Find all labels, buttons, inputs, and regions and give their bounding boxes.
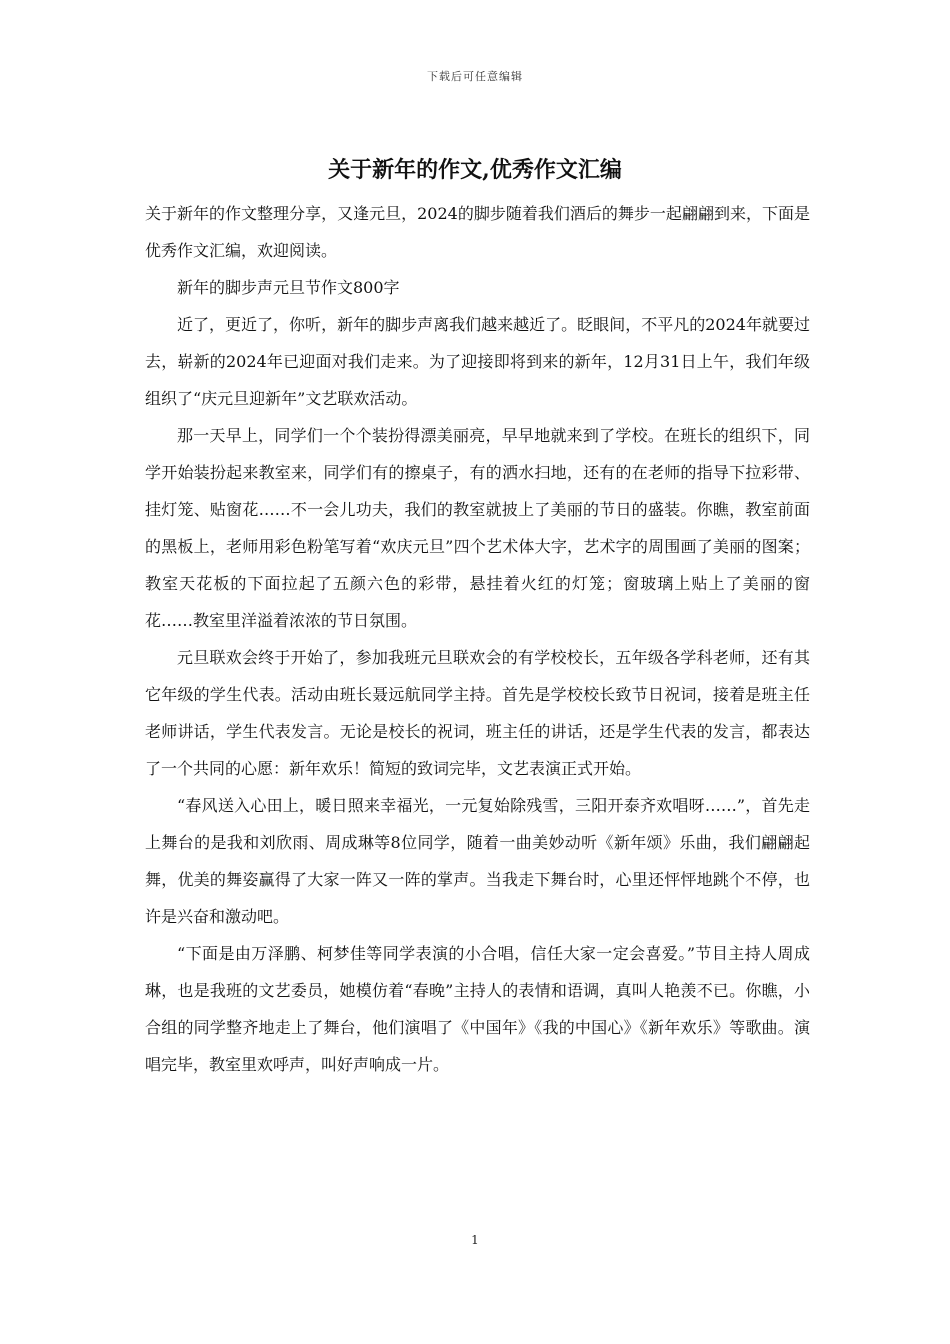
intro-paragraph: 关于新年的作文整理分享，又逢元旦，2024的脚步随着我们酒后的舞步一起翩翩到来，下面是优秀作文汇编，欢迎阅读。 xyxy=(145,204,810,260)
document-title: 关于新年的作文,优秀作文汇编 xyxy=(328,157,622,183)
body-paragraph-3: 元旦联欢会终于开始了，参加我班元旦联欢会的有学校校长，五年级各学科老师，还有其它年级的学生代表。活动由班长聂远航同学主持。首先是学校校长致节日祝词，接着是班主任老师讲话，学生代表发言。无论是校长的祝词，班主任的讲话，还是学生代表的发言，都表达了一个共同的心愿：新年欢乐！简短的致词完毕，文艺表演正式开始。 xyxy=(145,648,810,778)
document-body xyxy=(145,195,810,1083)
body-paragraph-5: “下面是由万泽鹏、柯梦佳等同学表演的小合唱，信任大家一定会喜爱。”节目主持人周成琳，也是我班的文艺委员，她模仿着“春晚”主持人的表情和语调，真叫人艳羡不已。你瞧，小合组的同学整齐地走上了舞台，他们演唱了《中国年》《我的中国心》《新年欢乐》等歌曲。演唱完毕，教室里欢呼声，叫好声响成一片。 xyxy=(145,944,810,1074)
body-paragraph-4: “春风送入心田上，暖日照来幸福光，一元复始除残雪，三阳开泰齐欢唱呀……”，首先走上舞台的是我和刘欣雨、周成琳等8位同学，随着一曲美妙动听《新年颂》乐曲，我们翩翩起舞，优美的舞姿赢得了大家一阵又一阵的掌声。当我走下舞台时，心里还怦怦地跳个不停，也许是兴奋和激动吧。 xyxy=(145,796,810,926)
essay-heading: 新年的脚步声元旦节作文800字 xyxy=(177,278,400,297)
body-paragraph-1: 近了，更近了，你听，新年的脚步声离我们越来越近了。眨眼间，不平凡的2024年就要过去，崭新的2024年已迎面对我们走来。为了迎接即将到来的新年，12月31日上午，我们年级组织了“庆元旦迎新年”文艺联欢活动。 xyxy=(145,315,810,408)
page-number: 1 xyxy=(471,1233,479,1247)
page-header-note: 下载后可任意编辑 xyxy=(427,70,523,83)
body-paragraph-2: 那一天早上，同学们一个个装扮得漂美丽亮，早早地就来到了学校。在班长的组织下，同学开始装扮起来教室来，同学们有的擦桌子，有的洒水扫地，还有的在老师的指导下拉彩带、挂灯笼、贴窗花……不一会儿功夫，我们的教室就披上了美丽的节日的盛装。你瞧，教室前面的黑板上，老师用彩色粉笔写着“欢庆元旦”四个艺术体大字，艺术字的周围画了美丽的图案；教室天花板的下面拉起了五颜六色的彩带，悬挂着火红的灯笼；窗玻璃上贴上了美丽的窗花……教室里洋溢着浓浓的节日氛围。 xyxy=(145,426,810,630)
